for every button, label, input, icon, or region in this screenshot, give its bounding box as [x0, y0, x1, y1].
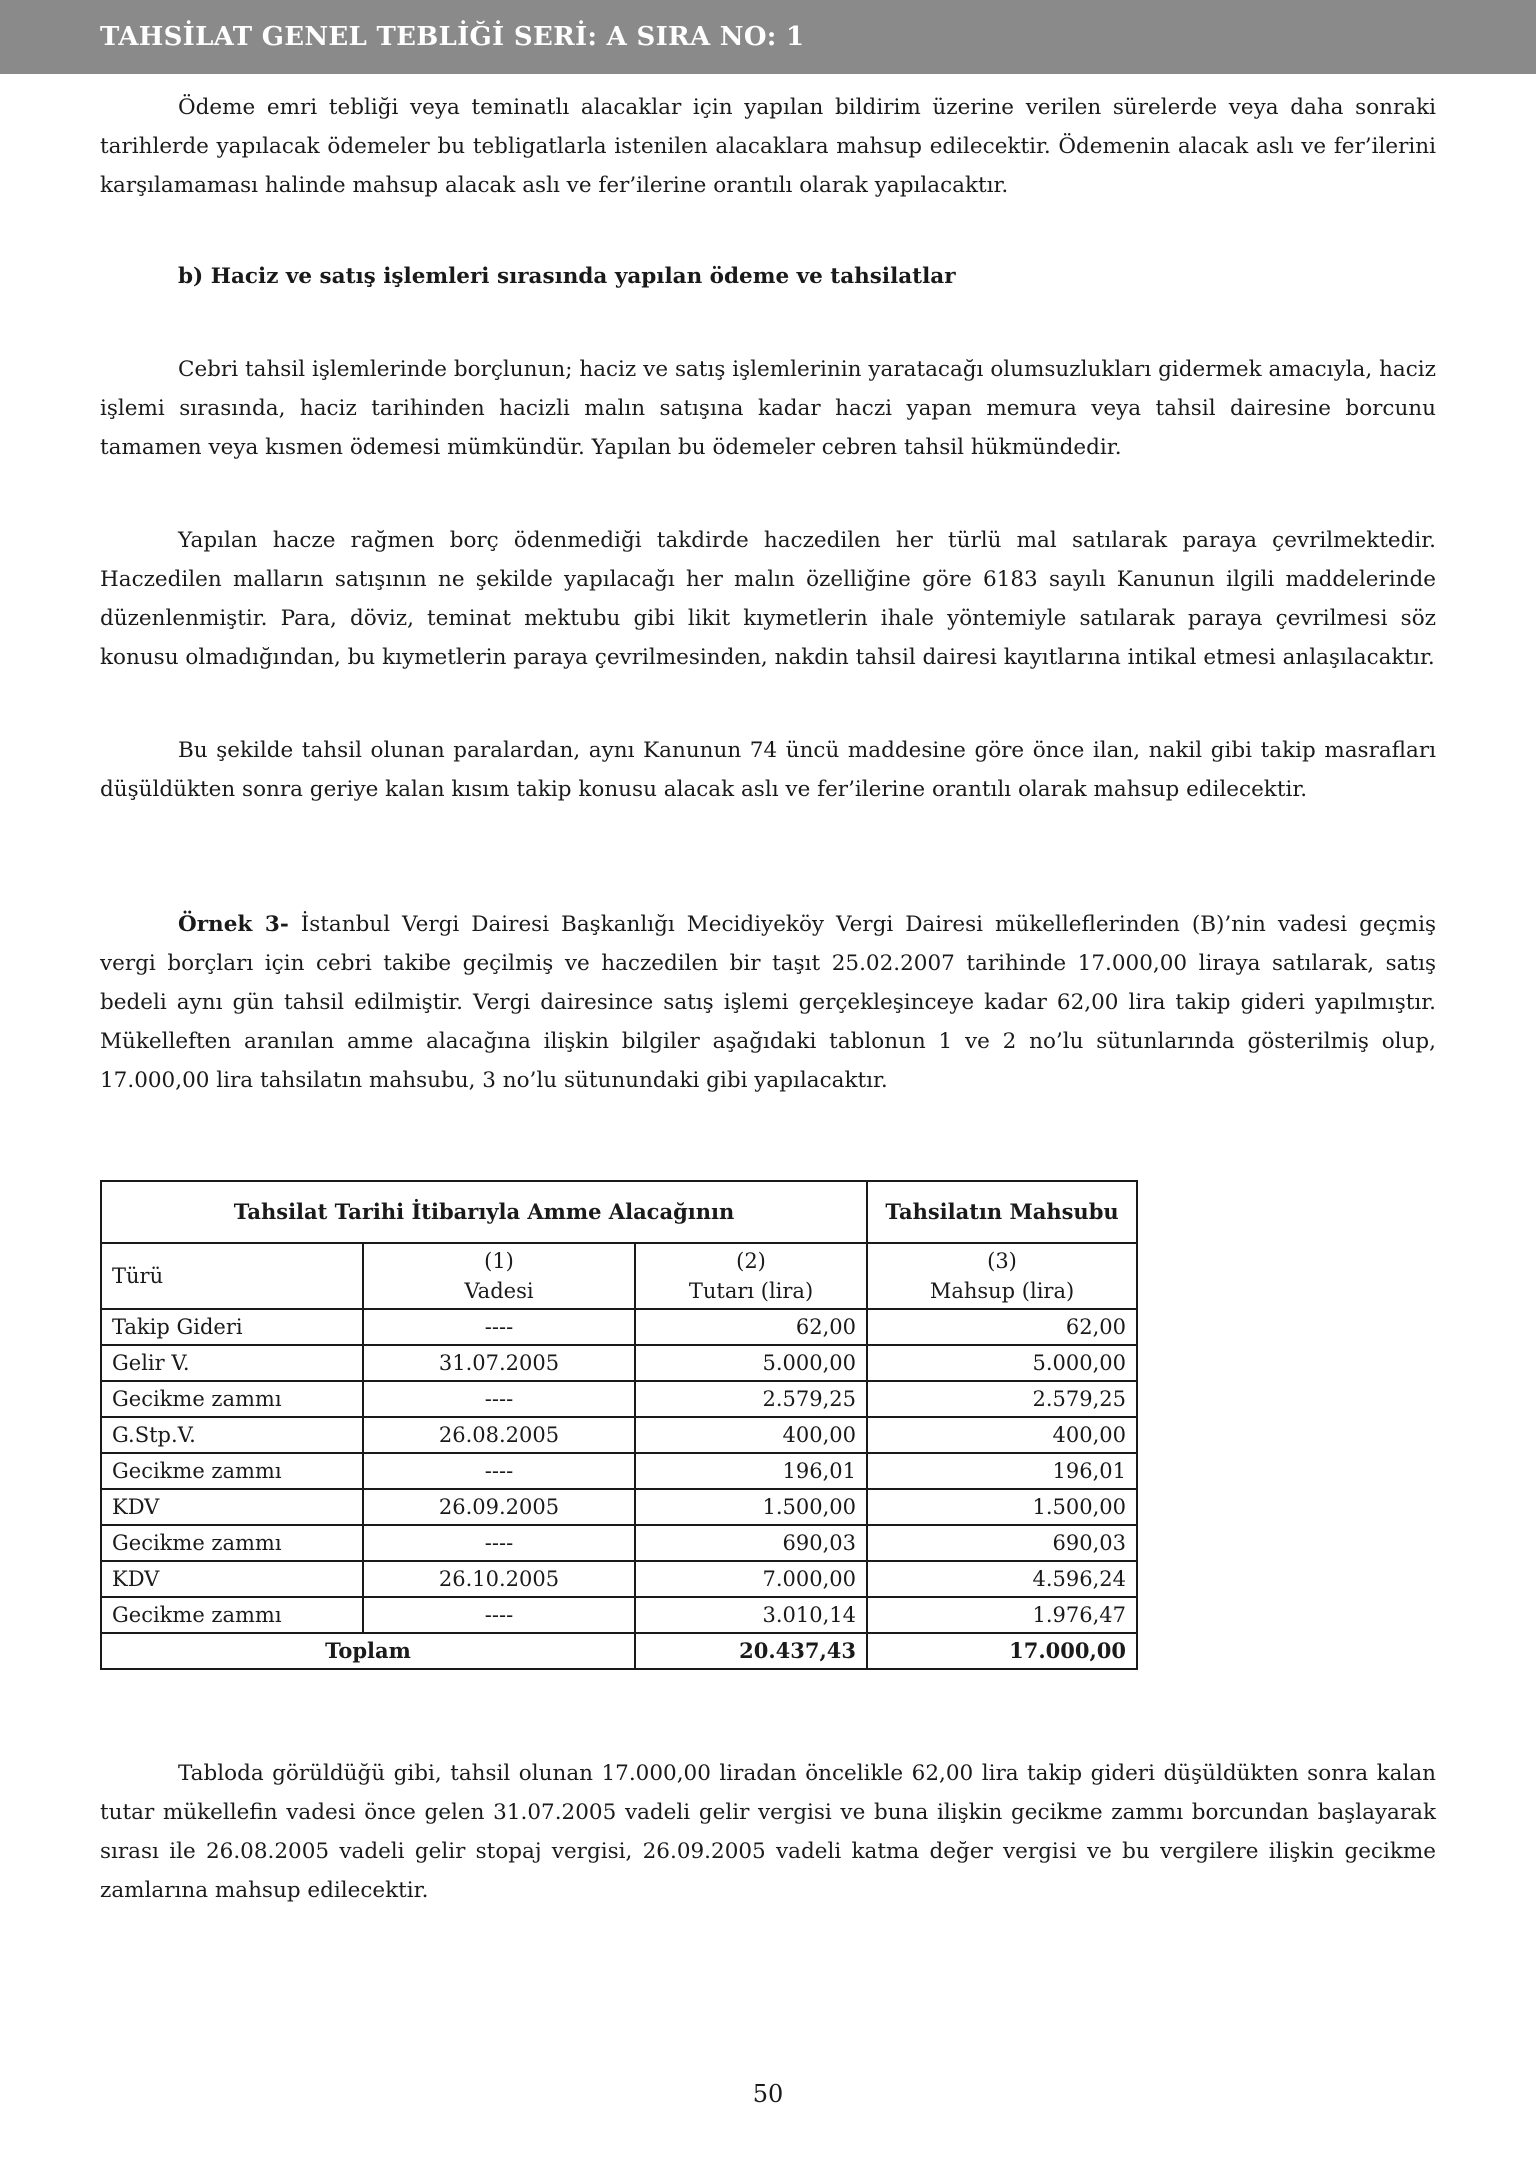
cell-mahsup: 1.976,47	[867, 1597, 1137, 1633]
cell-vadesi: 26.10.2005	[363, 1561, 635, 1597]
table-row	[101, 1489, 1137, 1525]
cell-turu: Gecikme zammı	[101, 1525, 363, 1561]
cell-mahsup: 196,01	[867, 1453, 1137, 1489]
cell-tutari: 3.010,14	[635, 1597, 867, 1633]
cell-vadesi: ----	[363, 1309, 635, 1345]
table-body	[101, 1309, 1137, 1633]
cell-turu: KDV	[101, 1561, 363, 1597]
total-tutar: 20.437,43	[635, 1633, 867, 1669]
column-header-tutari-label: Tutarı (lira)	[688, 1279, 814, 1303]
paragraph-2: Cebri tahsil işlemlerinde borçlunun; haciz ve satış işlemlerinin yaratacağı olumsuzlukları gidermek amacıyla, haciz işlemi sırasında, haciz tarihinden hacizli malın satışına kadar haczi yapan memura veya tahsil dairesine borcunu tamamen veya kısmen ödemesi mümkündür. Yapılan bu ödemeler cebren tahsil hükmündedir.	[100, 357, 1436, 460]
paragraph-6: Tabloda görüldüğü gibi, tahsil olunan 17.000,00 liradan öncelikle 62,00 lira takip gideri düşüldükten sonra kalan tutar mükellefin vadesi önce gelen 31.07.2005 vadeli gelir vergisi ve buna ilişkin gecikme zammı borcundan başlayarak sırası ile 26.08.2005 vadeli gelir stopaj vergisi, 26.09.2005 vadeli katma değer vergisi ve bu vergilere ilişkin gecikme zamlarına mahsup edilecektir.	[100, 1761, 1436, 1903]
cell-tutari: 1.500,00	[635, 1489, 867, 1525]
column-header-mahsup-number: (3)	[987, 1249, 1017, 1273]
cell-mahsup: 400,00	[867, 1417, 1137, 1453]
column-header-tutari	[635, 1243, 867, 1309]
cell-mahsup: 5.000,00	[867, 1345, 1137, 1381]
cell-mahsup: 1.500,00	[867, 1489, 1137, 1525]
table-row	[101, 1417, 1137, 1453]
table-row	[101, 1561, 1137, 1597]
cell-vadesi: ----	[363, 1525, 635, 1561]
cell-turu: Gecikme zammı	[101, 1597, 363, 1633]
cell-vadesi: 31.07.2005	[363, 1345, 635, 1381]
paragraph-3: Yapılan hacze rağmen borç ödenmediği takdirde haczedilen her türlü mal satılarak paraya çevrilmektedir. Haczedilen malların satışının ne şekilde yapılacağı her malın özelliğine göre 6183 sayılı Kanunun ilgili maddelerinde düzenlenmiştir. Para, döviz, teminat mektubu gibi likit kıymetlerin ihale yöntemiyle satılarak paraya çevrilmesi söz konusu olmadığından, bu kıymetlerin paraya çevrilmesinden, nakdin tahsil dairesi kayıtlarına intikal etmesi anlaşılacaktır.	[100, 528, 1436, 670]
cell-turu: G.Stp.V.	[101, 1417, 363, 1453]
total-label: Toplam	[101, 1633, 635, 1669]
paragraph-example-3	[100, 905, 1436, 1100]
cell-mahsup: 690,03	[867, 1525, 1137, 1561]
table-row	[101, 1453, 1137, 1489]
cell-tutari: 2.579,25	[635, 1381, 867, 1417]
page-number: 50	[752, 2080, 784, 2108]
cell-turu: Gecikme zammı	[101, 1381, 363, 1417]
cell-tutari: 7.000,00	[635, 1561, 867, 1597]
column-header-mahsup	[867, 1243, 1137, 1309]
cell-mahsup: 2.579,25	[867, 1381, 1137, 1417]
cell-mahsup: 62,00	[867, 1309, 1137, 1345]
cell-tutari: 196,01	[635, 1453, 867, 1489]
table-column-header-row	[101, 1243, 1137, 1309]
cell-tutari: 400,00	[635, 1417, 867, 1453]
paragraph-4: Bu şekilde tahsil olunan paralardan, aynı Kanunun 74 üncü maddesine göre önce ilan, nakil gibi takip masrafları düşüldükten sonra geriye kalan kısım takip konusu alacak aslı ve fer’ilerine orantılı olarak mahsup edilecektir.	[100, 738, 1436, 802]
example-text: İstanbul Vergi Dairesi Başkanlığı Mecidiyeköy Vergi Dairesi mükelleflerinden (B)’nin vadesi geçmiş vergi borçları için cebri takibe geçilmiş ve haczedilen bir taşıt 25.02.2007 tarihinde 17.000,00 liraya satılarak, satış bedeli aynı gün tahsil edilmiştir. Vergi dairesince satış işlemi gerçekleşinceye kadar 62,00 lira takip gideri yapılmıştır. Mükelleften aranılan amme alacağına ilişkin bilgiler aşağıdaki tablonun 1 ve 2 no’lu sütunlarında gösterilmiş olup, 17.000,00 lira tahsilatın mahsubu, 3 no’lu sütunundaki gibi yapılacaktır.	[100, 912, 1436, 1093]
group-header-mahsup: Tahsilatın Mahsubu	[867, 1181, 1137, 1243]
group-header-amme-alacagi: Tahsilat Tarihi İtibarıyla Amme Alacağının	[101, 1181, 867, 1243]
table-row	[101, 1309, 1137, 1345]
table-row	[101, 1345, 1137, 1381]
column-header-vadesi-number: (1)	[484, 1249, 514, 1273]
cell-turu: KDV	[101, 1489, 363, 1525]
document-title: TAHSİLAT GENEL TEBLİĞİ SERİ: A SIRA NO: 1	[100, 22, 805, 52]
table-row	[101, 1525, 1137, 1561]
table-group-header-row	[101, 1181, 1137, 1243]
table-total-row	[101, 1633, 1137, 1669]
table-row	[101, 1597, 1137, 1633]
column-header-turu: Türü	[101, 1243, 363, 1309]
cell-vadesi: ----	[363, 1453, 635, 1489]
cell-vadesi: ----	[363, 1381, 635, 1417]
column-header-vadesi	[363, 1243, 635, 1309]
cell-turu: Gecikme zammı	[101, 1453, 363, 1489]
collection-table	[100, 1180, 1138, 1670]
cell-turu: Gelir V.	[101, 1345, 363, 1381]
column-header-vadesi-label: Vadesi	[464, 1279, 534, 1303]
example-label: Örnek 3-	[178, 912, 289, 937]
cell-tutari: 5.000,00	[635, 1345, 867, 1381]
cell-turu: Takip Gideri	[101, 1309, 363, 1345]
section-heading-b: b) Haciz ve satış işlemleri sırasında yapılan ödeme ve tahsilatlar	[178, 264, 956, 289]
total-mahsup: 17.000,00	[867, 1633, 1137, 1669]
page-content	[100, 88, 1436, 1910]
cell-tutari: 62,00	[635, 1309, 867, 1345]
cell-mahsup: 4.596,24	[867, 1561, 1137, 1597]
cell-tutari: 690,03	[635, 1525, 867, 1561]
header-bar	[0, 0, 1536, 74]
column-header-mahsup-label: Mahsup (lira)	[929, 1279, 1075, 1303]
cell-vadesi: 26.08.2005	[363, 1417, 635, 1453]
paragraph-1: Ödeme emri tebliği veya teminatlı alacaklar için yapılan bildirim üzerine verilen sürelerde veya daha sonraki tarihlerde yapılacak ödemeler bu tebligatlarla istenilen alacaklara mahsup edilecektir. Ödemenin alacak aslı ve fer’ilerini karşılamaması halinde mahsup alacak aslı ve fer’ilerine orantılı olarak yapılacaktır.	[100, 95, 1436, 198]
cell-vadesi: ----	[363, 1597, 635, 1633]
column-header-tutari-number: (2)	[736, 1249, 766, 1273]
table-row	[101, 1381, 1137, 1417]
cell-vadesi: 26.09.2005	[363, 1489, 635, 1525]
